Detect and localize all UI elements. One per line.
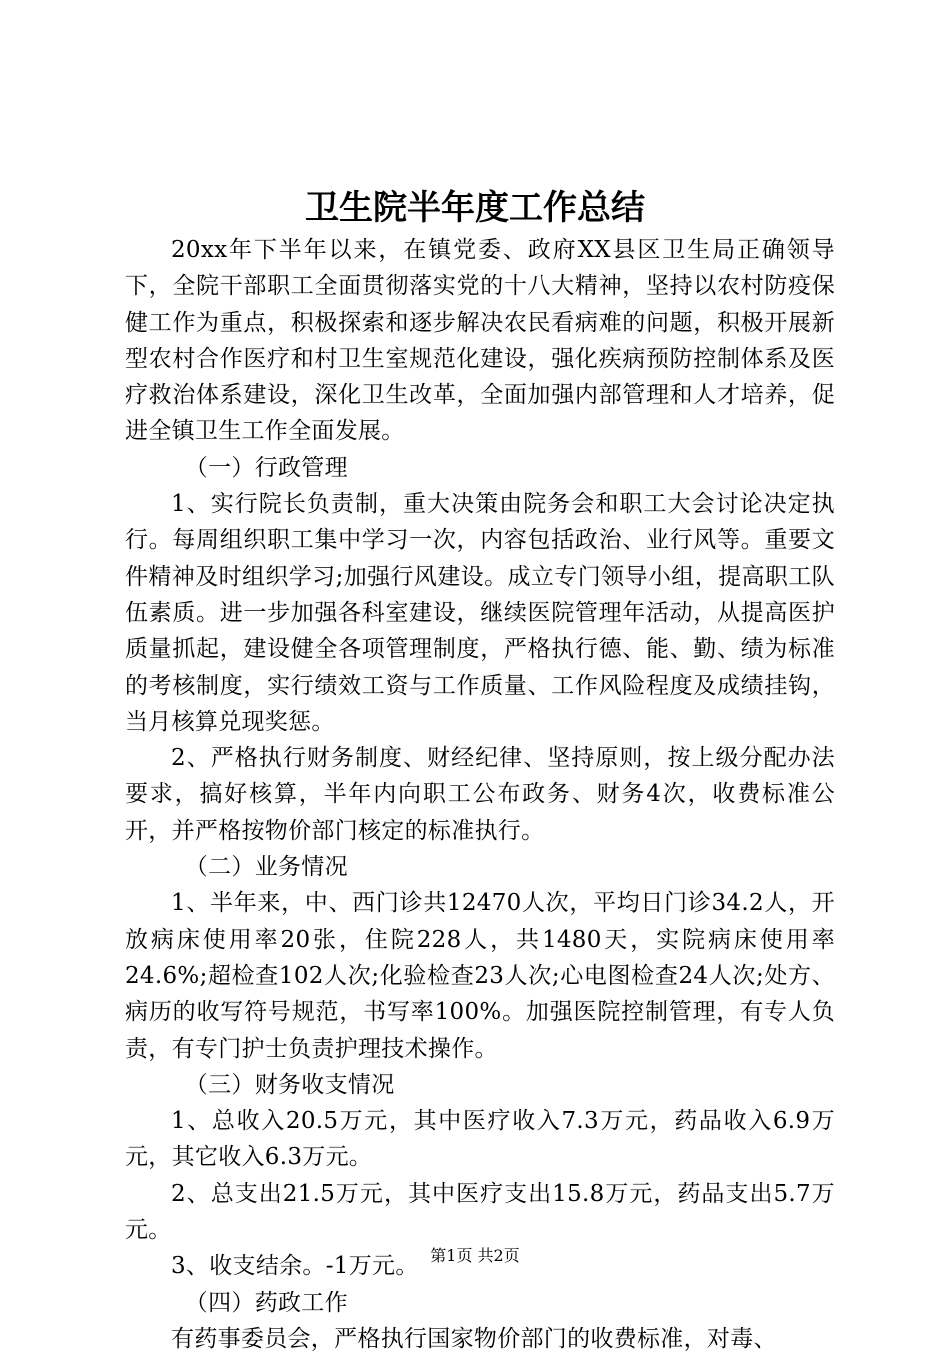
page-footer: 第1页 共2页 bbox=[430, 1246, 520, 1265]
document-body bbox=[125, 232, 835, 1357]
body-paragraph: 1、半年来，中、西门诊共12470人次，平均日门诊34.2人，开放病床使用率20张，住院228人，共1480天，实院病床使用率24.6%;超检查102人次;化验检查23人次;心电图检查24人次;处方、病历的收写符号规范，书写率100%。加强医院控制管理，有专人负责，有专门护士负责护理技术操作。 bbox=[125, 890, 835, 1062]
body-paragraph: 3、收支结余。-1万元。 bbox=[171, 1253, 419, 1280]
section-heading-finance: （三）财务收支情况 bbox=[184, 1071, 395, 1098]
document-title: 卫生院半年度工作总结 bbox=[305, 188, 645, 228]
body-paragraph: 1、总收入20.5万元，其中医疗收入7.3万元，药品收入6.9万元，其它收入6.3万元。 bbox=[125, 1108, 835, 1171]
body-paragraph: 2、总支出21.5万元，其中医疗支出15.8万元，药品支出5.7万元。 bbox=[125, 1180, 835, 1244]
section-heading-pharmacy: （四）药政工作 bbox=[184, 1289, 348, 1316]
section-heading-business: （二）业务情况 bbox=[184, 854, 348, 881]
body-paragraph: 1、实行院长负责制，重大决策由院务会和职工大会讨论决定执行。每周组织职工集中学习一次，内容包括政治、业行风等。重要文件精神及时组织学习;加强行风建设。成立专门领导小组，提高职工队伍素质。进一步加强各科室建设，继续医院管理年活动，从提高医护质量抓起，建设健全各项管理制度，严格执行德、能、勤、绩为标准的考核制度，实行绩效工资与工作质量、工作风险程度及成绩挂钩，当月核算兑现奖惩。 bbox=[125, 491, 835, 735]
intro-paragraph: 20xx年下半年以来，在镇党委、政府XX县区卫生局正确领导下，全院干部职工全面贯彻落实党的十八大精神，坚持以农村防疫保健工作为重点，积极探索和逐步解决农民看病难的问题，积极开展新型农村合作医疗和村卫生室规范化建设，强化疾病预防控制体系及医疗救治体系建设，深化卫生改革，全面加强内部管理和人才培养，促进全镇卫生工作全面发展。 bbox=[125, 237, 835, 445]
body-paragraph: 2、严格执行财务制度、财经纪律、坚持原则，按上级分配办法要求，搞好核算，半年内向职工公布政务、财务4次，收费标准公开，并严格按物价部门核定的标准执行。 bbox=[125, 745, 835, 844]
section-heading-administration: （一）行政管理 bbox=[184, 454, 348, 481]
body-paragraph: 有药事委员会，严格执行国家物价部门的收费标准，对毒、 bbox=[171, 1325, 777, 1352]
